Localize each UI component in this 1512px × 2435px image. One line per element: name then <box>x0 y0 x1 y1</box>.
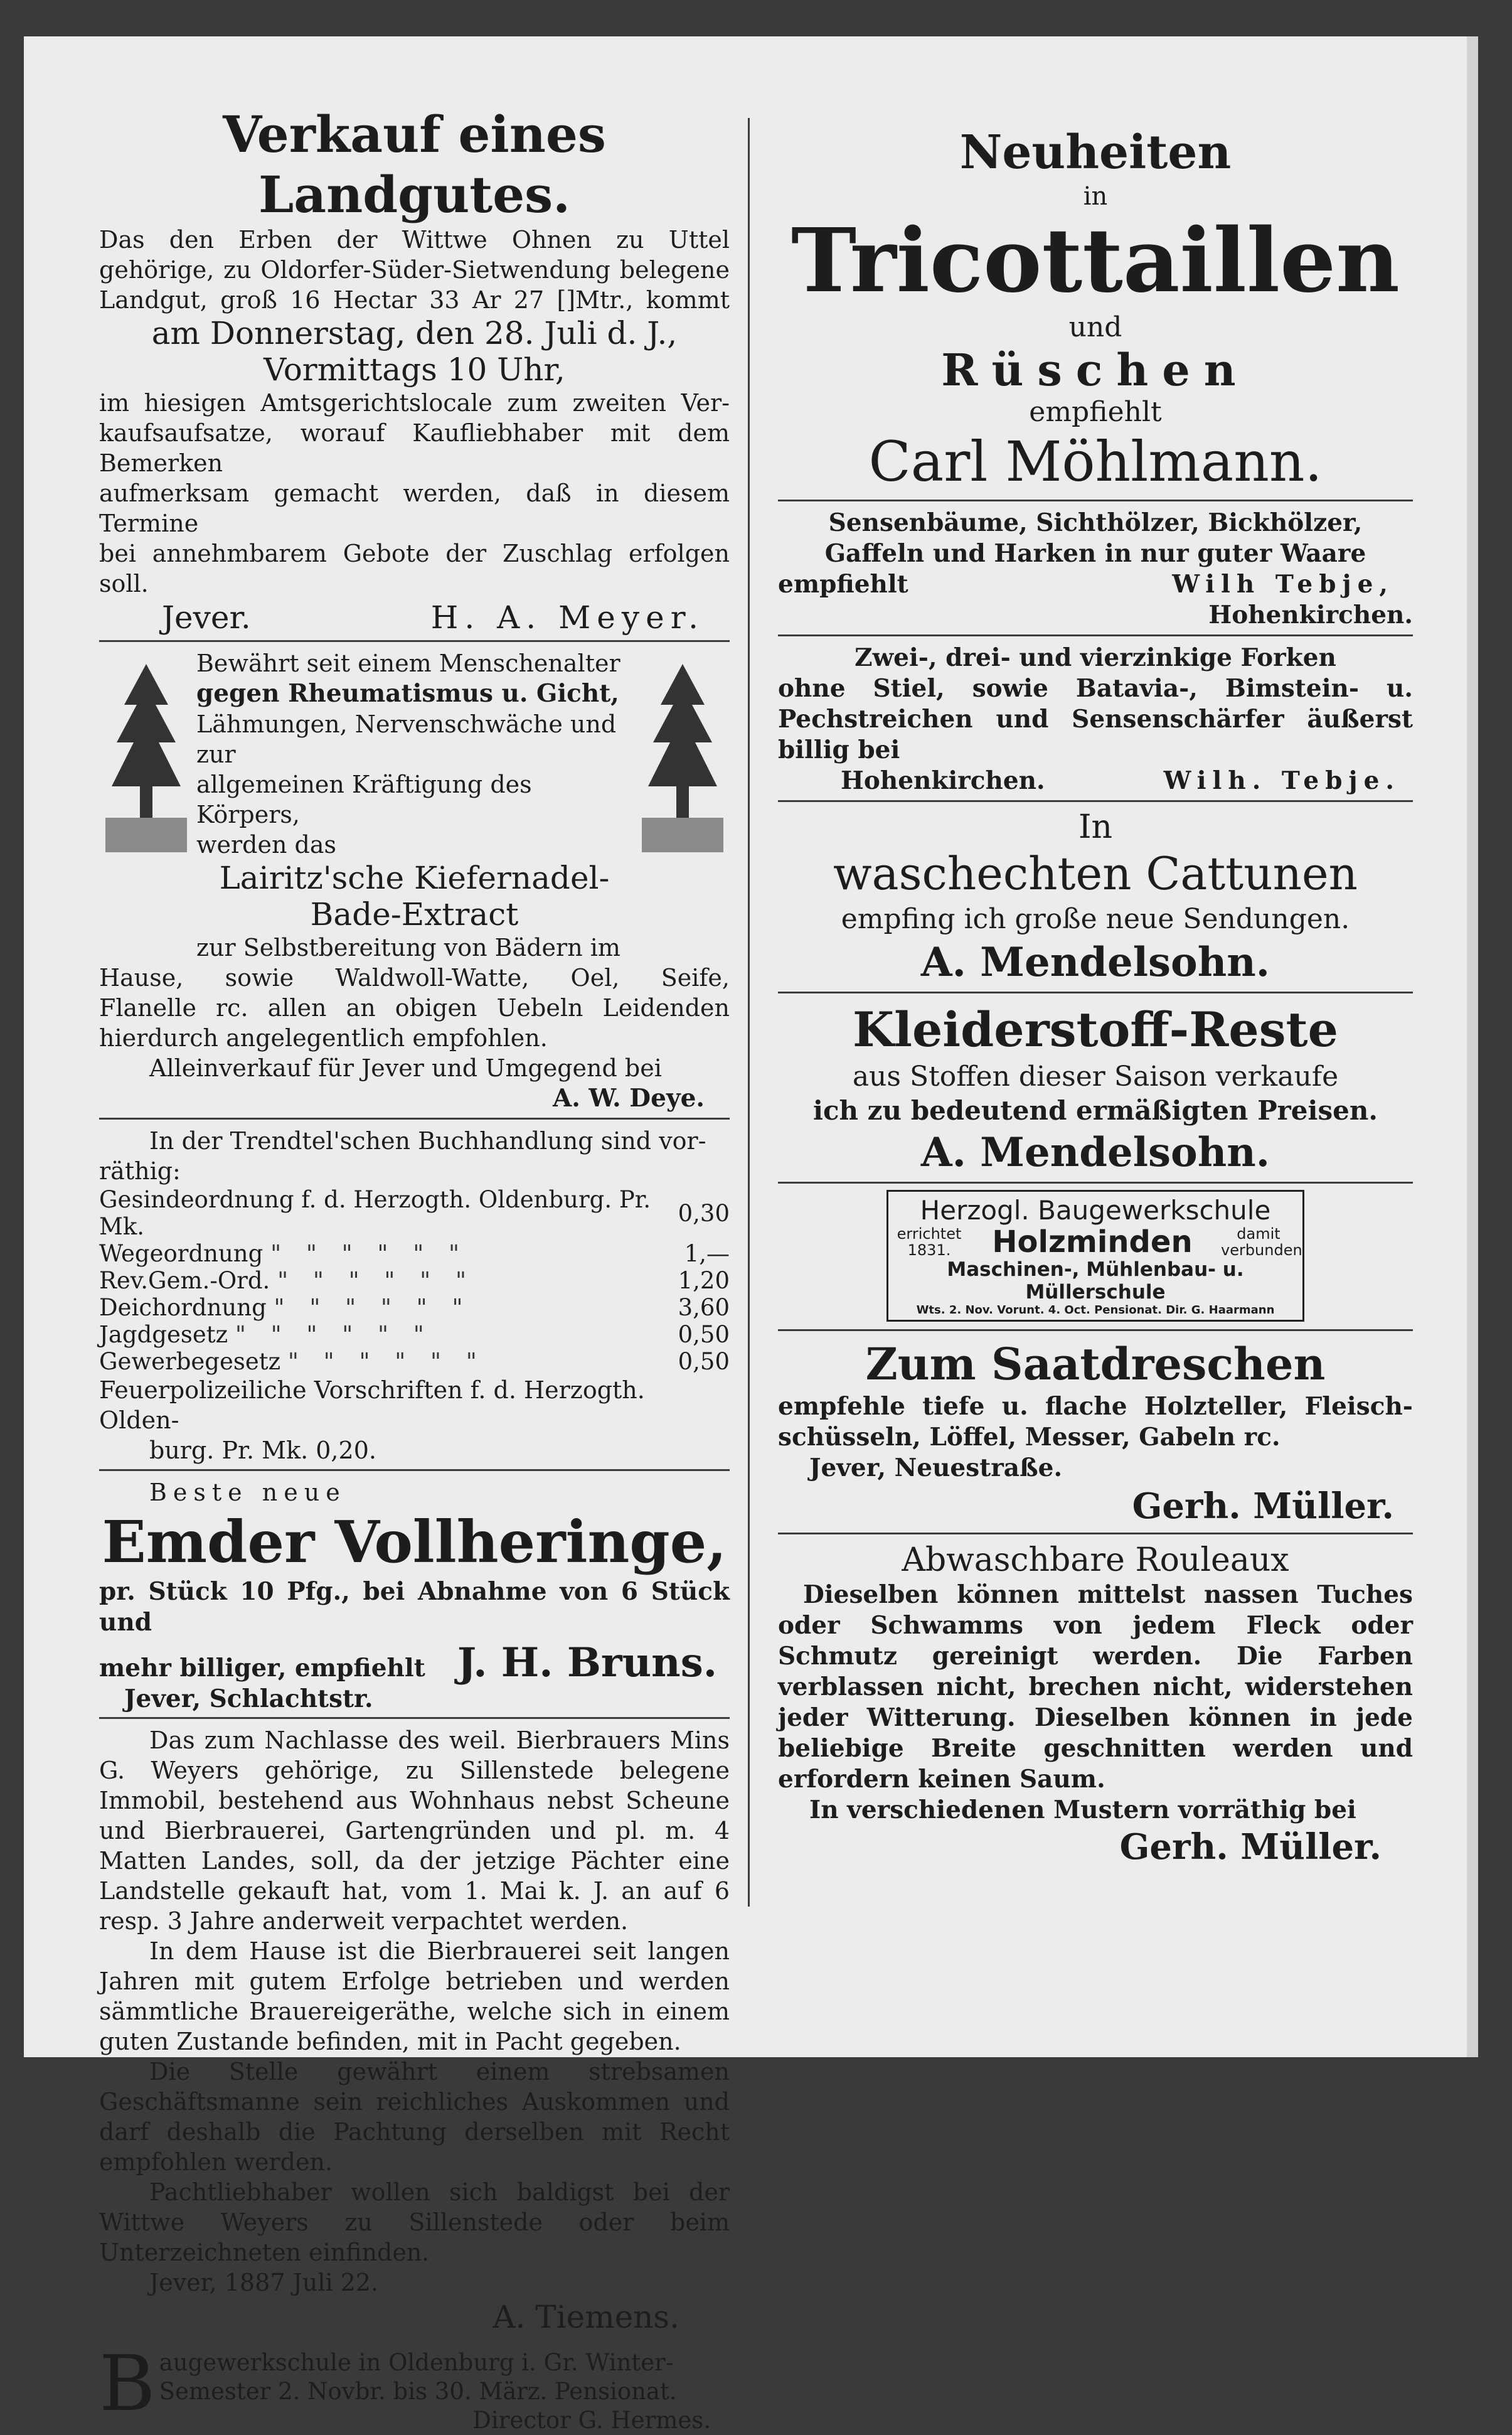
holzminden-line: Herzogl. Baugewerkschule <box>920 1195 1271 1226</box>
reste-ad <box>778 1000 1413 1178</box>
lairitz-product: Bade-Extract <box>310 896 519 933</box>
tebje-line: empfiehlt <box>778 570 908 599</box>
section-rule <box>99 640 730 642</box>
emder-line: mehr billiger, empfiehlt <box>99 1654 425 1683</box>
newspaper-page <box>24 36 1478 2434</box>
tricot-line: und <box>1068 311 1122 343</box>
landgut-line: aufmerksam gemacht werden, daß in diesem Termine <box>99 479 730 537</box>
lairitz-line: Alleinverkauf für Jever und Umgegend bei <box>149 1054 662 1082</box>
saat-ad <box>778 1337 1413 1529</box>
landgut-line: bei annehmbarem Gebote der Zuschlag erfolgen soll. <box>99 540 730 597</box>
right-column <box>778 104 1413 1868</box>
table-row: Gewerbegesetz " " " " " " 0,50 <box>99 1348 730 1375</box>
baugewerk-line: augewerkschule in Oldenburg i. Gr. Winter- <box>159 2349 674 2376</box>
landgut-line: Landgut, groß 16 Hectar 33 Ar 27 []Mtr., kommt <box>99 286 730 314</box>
tricot-line: Rüschen <box>941 344 1250 396</box>
tebje-line: Pechstreichen und Sensenschärfer äußerst <box>778 705 1413 734</box>
table-row: Wegeordnung " " " " " " 1,— <box>99 1240 730 1267</box>
trendtel-intro: räthig: <box>99 1157 181 1185</box>
lairitz-line: zur Selbstbereitung von Bädern im <box>196 934 620 961</box>
cattun-line: empfing ich große neue Sendungen. <box>841 903 1350 935</box>
landgut-line: gehörige, zu Oldorfer-Süder-Sietwendung belegene <box>99 256 730 284</box>
emder-title: Emder Vollheringe, <box>102 1508 727 1576</box>
lairitz-line: gegen Rheumatismus u. Gicht, <box>196 679 619 708</box>
landgut-time: Vormittags 10 Uhr, <box>264 351 565 388</box>
section-rule <box>778 634 1413 636</box>
tebje-place: Hohenkirchen. <box>841 766 1045 795</box>
tebje-ad-1 <box>778 508 1413 631</box>
landgut-ad <box>99 104 730 636</box>
tricot-signer: Carl Möhlmann. <box>868 429 1323 494</box>
drop-cap: B <box>99 2339 156 2428</box>
emder-line: Jever, Schlachtstr. <box>124 1684 373 1713</box>
emder-ad <box>99 1477 730 1715</box>
tebje-line: Zwei-, drei- und vierzinkige Forken <box>854 643 1336 672</box>
tebje-signer: Wilh. Tebje. <box>1163 766 1400 795</box>
baugewerk-line: Director G. Hermes. <box>472 2407 711 2434</box>
lairitz-line: Lähmungen, Nervenschwäche und zur <box>196 710 617 768</box>
lairitz-line: allgemeinen Kräftigung des Körpers, <box>196 771 532 828</box>
weyers-signer: A. Tiemens. <box>492 2299 679 2335</box>
reste-line: ich zu bedeutend ermäßigten Preisen. <box>813 1095 1378 1126</box>
emder-line: pr. Stück 10 Pfg., bei Abnahme von 6 Stück und <box>99 1577 730 1637</box>
table-row: Jagdgesetz " " " " " " 0,50 <box>99 1321 730 1348</box>
weyers-ad <box>99 1725 730 2336</box>
baugewerk-line: Semester 2. Novbr. bis 30. März. Pensionat. <box>159 2378 677 2405</box>
cattun-signer: A. Mendelsohn. <box>920 939 1270 986</box>
table-row: Gesindeordnung f. d. Herzogth. Oldenburg. Pr. Mk. 0,30 <box>99 1186 730 1240</box>
trendtel-line: Feuerpolizeiliche Vorschriften f. d. Herzogth. Olden- <box>99 1376 645 1434</box>
emder-pre: Beste neue <box>149 1479 346 1506</box>
emder-signer: J. H. Bruns. <box>457 1639 717 1686</box>
fir-tree-icon <box>105 661 187 855</box>
lairitz-line: Hause, sowie Waldwoll-Watte, Oel, Seife, <box>99 964 730 992</box>
section-rule <box>778 500 1413 501</box>
tebje-ad-2 <box>778 643 1413 796</box>
section-rule <box>778 1329 1413 1331</box>
tebje-line: ohne Stiel, sowie Batavia-, Bimstein- u. <box>778 674 1413 703</box>
rouleaux-title: Abwaschbare Rouleaux <box>902 1541 1289 1579</box>
tebje-place: Hohenkirchen. <box>1208 601 1413 629</box>
rouleaux-ad <box>778 1541 1413 1868</box>
tebje-line: billig bei <box>778 736 900 764</box>
reste-signer: A. Mendelsohn. <box>920 1129 1270 1176</box>
tricot-line: in <box>1083 182 1108 211</box>
reste-line: aus Stoffen dieser Saison verkaufe <box>852 1061 1339 1093</box>
lairitz-ad <box>99 648 730 963</box>
saat-title: Zum Saatdreschen <box>865 1338 1326 1390</box>
landgut-signer: H. A. Meyer. <box>430 599 705 636</box>
section-rule <box>778 800 1413 802</box>
tricot-line: empfiehlt <box>1029 396 1162 428</box>
saat-signer: Gerh. Müller. <box>1132 1485 1394 1527</box>
weyers-paragraph: Die Stelle gewährt einem strebsamen Geschäftsmanne sein reichliches Auskommen und darf deshalb die Pachtung derselben mit Recht empfohlen werden. <box>99 2058 730 2176</box>
section-rule <box>778 992 1413 993</box>
rouleaux-signer: Gerh. Müller. <box>1119 1826 1382 1868</box>
saat-line: schüsseln, Löffel, Messer, Gabeln rc. <box>778 1423 1280 1452</box>
holzminden-line: Maschinen-, Mühlenbau- u. Müllerschule <box>947 1258 1244 1303</box>
price-table <box>99 1186 730 1375</box>
section-rule <box>99 1469 730 1471</box>
saat-line: empfehle tiefe u. flache Holzteller, Fleisch- <box>778 1392 1413 1421</box>
cattun-ad <box>778 808 1413 988</box>
column-divider <box>748 118 750 1907</box>
weyers-paragraph: In dem Hause ist die Bierbrauerei seit langen Jahren mit gutem Erfolge betrieben und werden sämmtliche Brauereigeräthe, welche sich in einem guten Zustande befinden, mit in Pacht gegeben. <box>99 1937 730 2055</box>
landgut-date: am Donnerstag, den 28. Juli d. J., <box>151 315 678 351</box>
table-row: Deichordnung " " " " " " 3,60 <box>99 1294 730 1321</box>
lairitz-line: Flanelle rc. allen an obigen Uebeln Leidenden <box>99 994 730 1022</box>
weyers-paragraph: Das zum Nachlasse des weil. Bierbrauers Mins G. Weyers gehörige, zu Sillenstede belegene Immobil, bestehend aus Wohnhaus nebst Scheune und Bierbrauerei, Gartengründen und pl. m. 4 Matten Landes, soll, da der jetzige Pächter eine Landstelle gekauft hat, vom 1. Mai k. J. an auf 6 resp. 3 Jahre anderweit verpachtet werden. <box>99 1726 730 1935</box>
trendtel-line: burg. Pr. Mk. 0,20. <box>149 1437 376 1464</box>
holzminden-city: Holzminden <box>992 1224 1193 1260</box>
tricot-line: Neuheiten <box>959 126 1232 179</box>
lairitz-line: Bewährt seit einem Menschenalter <box>196 650 620 677</box>
landgut-line: kaufsaufsatze, worauf Kaufliebhaber mit dem Bemerken <box>99 419 730 477</box>
page-edge <box>1467 36 1478 2057</box>
tebje-signer: Wilh Tebje, <box>1172 570 1394 599</box>
reste-title: Kleiderstoff-Reste <box>853 1002 1338 1057</box>
section-rule <box>778 1533 1413 1534</box>
table-row: Rev.Gem.-Ord. " " " " " " 1,20 <box>99 1267 730 1294</box>
baugewerk-ad <box>99 2339 730 2435</box>
landgut-line: im hiesigen Amtsgerichtslocale zum zweiten Ver- <box>99 389 730 417</box>
lairitz-signer: A. W. Deye. <box>553 1084 705 1113</box>
lairitz-line: hierdurch angelegentlich empfohlen. <box>99 1024 548 1052</box>
fir-tree-icon <box>642 661 723 855</box>
cattun-title: waschechten Cattunen <box>833 847 1358 900</box>
holzminden-line: Wts. 2. Nov. Vorunt. 4. Oct. Pensionat. Dir. G. Haarmann <box>916 1303 1275 1317</box>
saat-line: Jever, Neuestraße. <box>809 1453 1063 1482</box>
section-rule <box>778 1182 1413 1184</box>
tricot-title: Tricottaillen <box>791 210 1400 313</box>
holzminden-joined: damit verbunden <box>1220 1225 1302 1259</box>
landgut-place: Jever. <box>162 599 251 636</box>
rouleaux-line: In verschiedenen Mustern vorräthig bei <box>809 1795 1356 1824</box>
holzminden-ad <box>886 1190 1304 1322</box>
cattun-line: In <box>1078 808 1113 846</box>
section-rule <box>99 1118 730 1120</box>
weyers-date: Jever, 1887 Juli 22. <box>149 2269 379 2296</box>
weyers-paragraph: Pachtliebhaber wollen sich baldigst bei der Wittwe Weyers zu Sillenstede oder beim Unterzeichneten einfinden. <box>99 2178 730 2266</box>
tebje-line: Sensenbäume, Sichthölzer, Bickhölzer, <box>828 508 1363 537</box>
trendtel-ad <box>99 1126 730 1465</box>
landgut-line: Das den Erben der Wittwe Ohnen zu Uttel <box>99 226 730 254</box>
section-rule <box>99 2340 730 2342</box>
trendtel-intro: In der Trendtel'schen Buchhandlung sind vor- <box>149 1127 706 1155</box>
tricot-ad <box>778 123 1413 496</box>
lairitz-line: werden das <box>196 831 337 859</box>
landgut-title: Verkauf eines Landgutes. <box>223 105 606 224</box>
tebje-line: Gaffeln und Harken in nur guter Waare <box>824 539 1366 568</box>
section-rule <box>99 1717 730 1719</box>
rouleaux-text: Dieselben können mittelst nassen Tuches oder Schwamms von jedem Fleck oder Schmutz gereinigt werden. Die Farben verblassen nicht, brechen nicht, widerstehen jeder Witterung. Dieselben können in jede beliebige Breite geschnitten werden und erfordern keinen Saum. <box>778 1580 1413 1794</box>
holzminden-founded: errichtet 1831. <box>897 1225 962 1259</box>
left-column <box>99 104 730 2435</box>
lairitz-product: Lairitz'sche Kiefernadel- <box>219 860 610 896</box>
